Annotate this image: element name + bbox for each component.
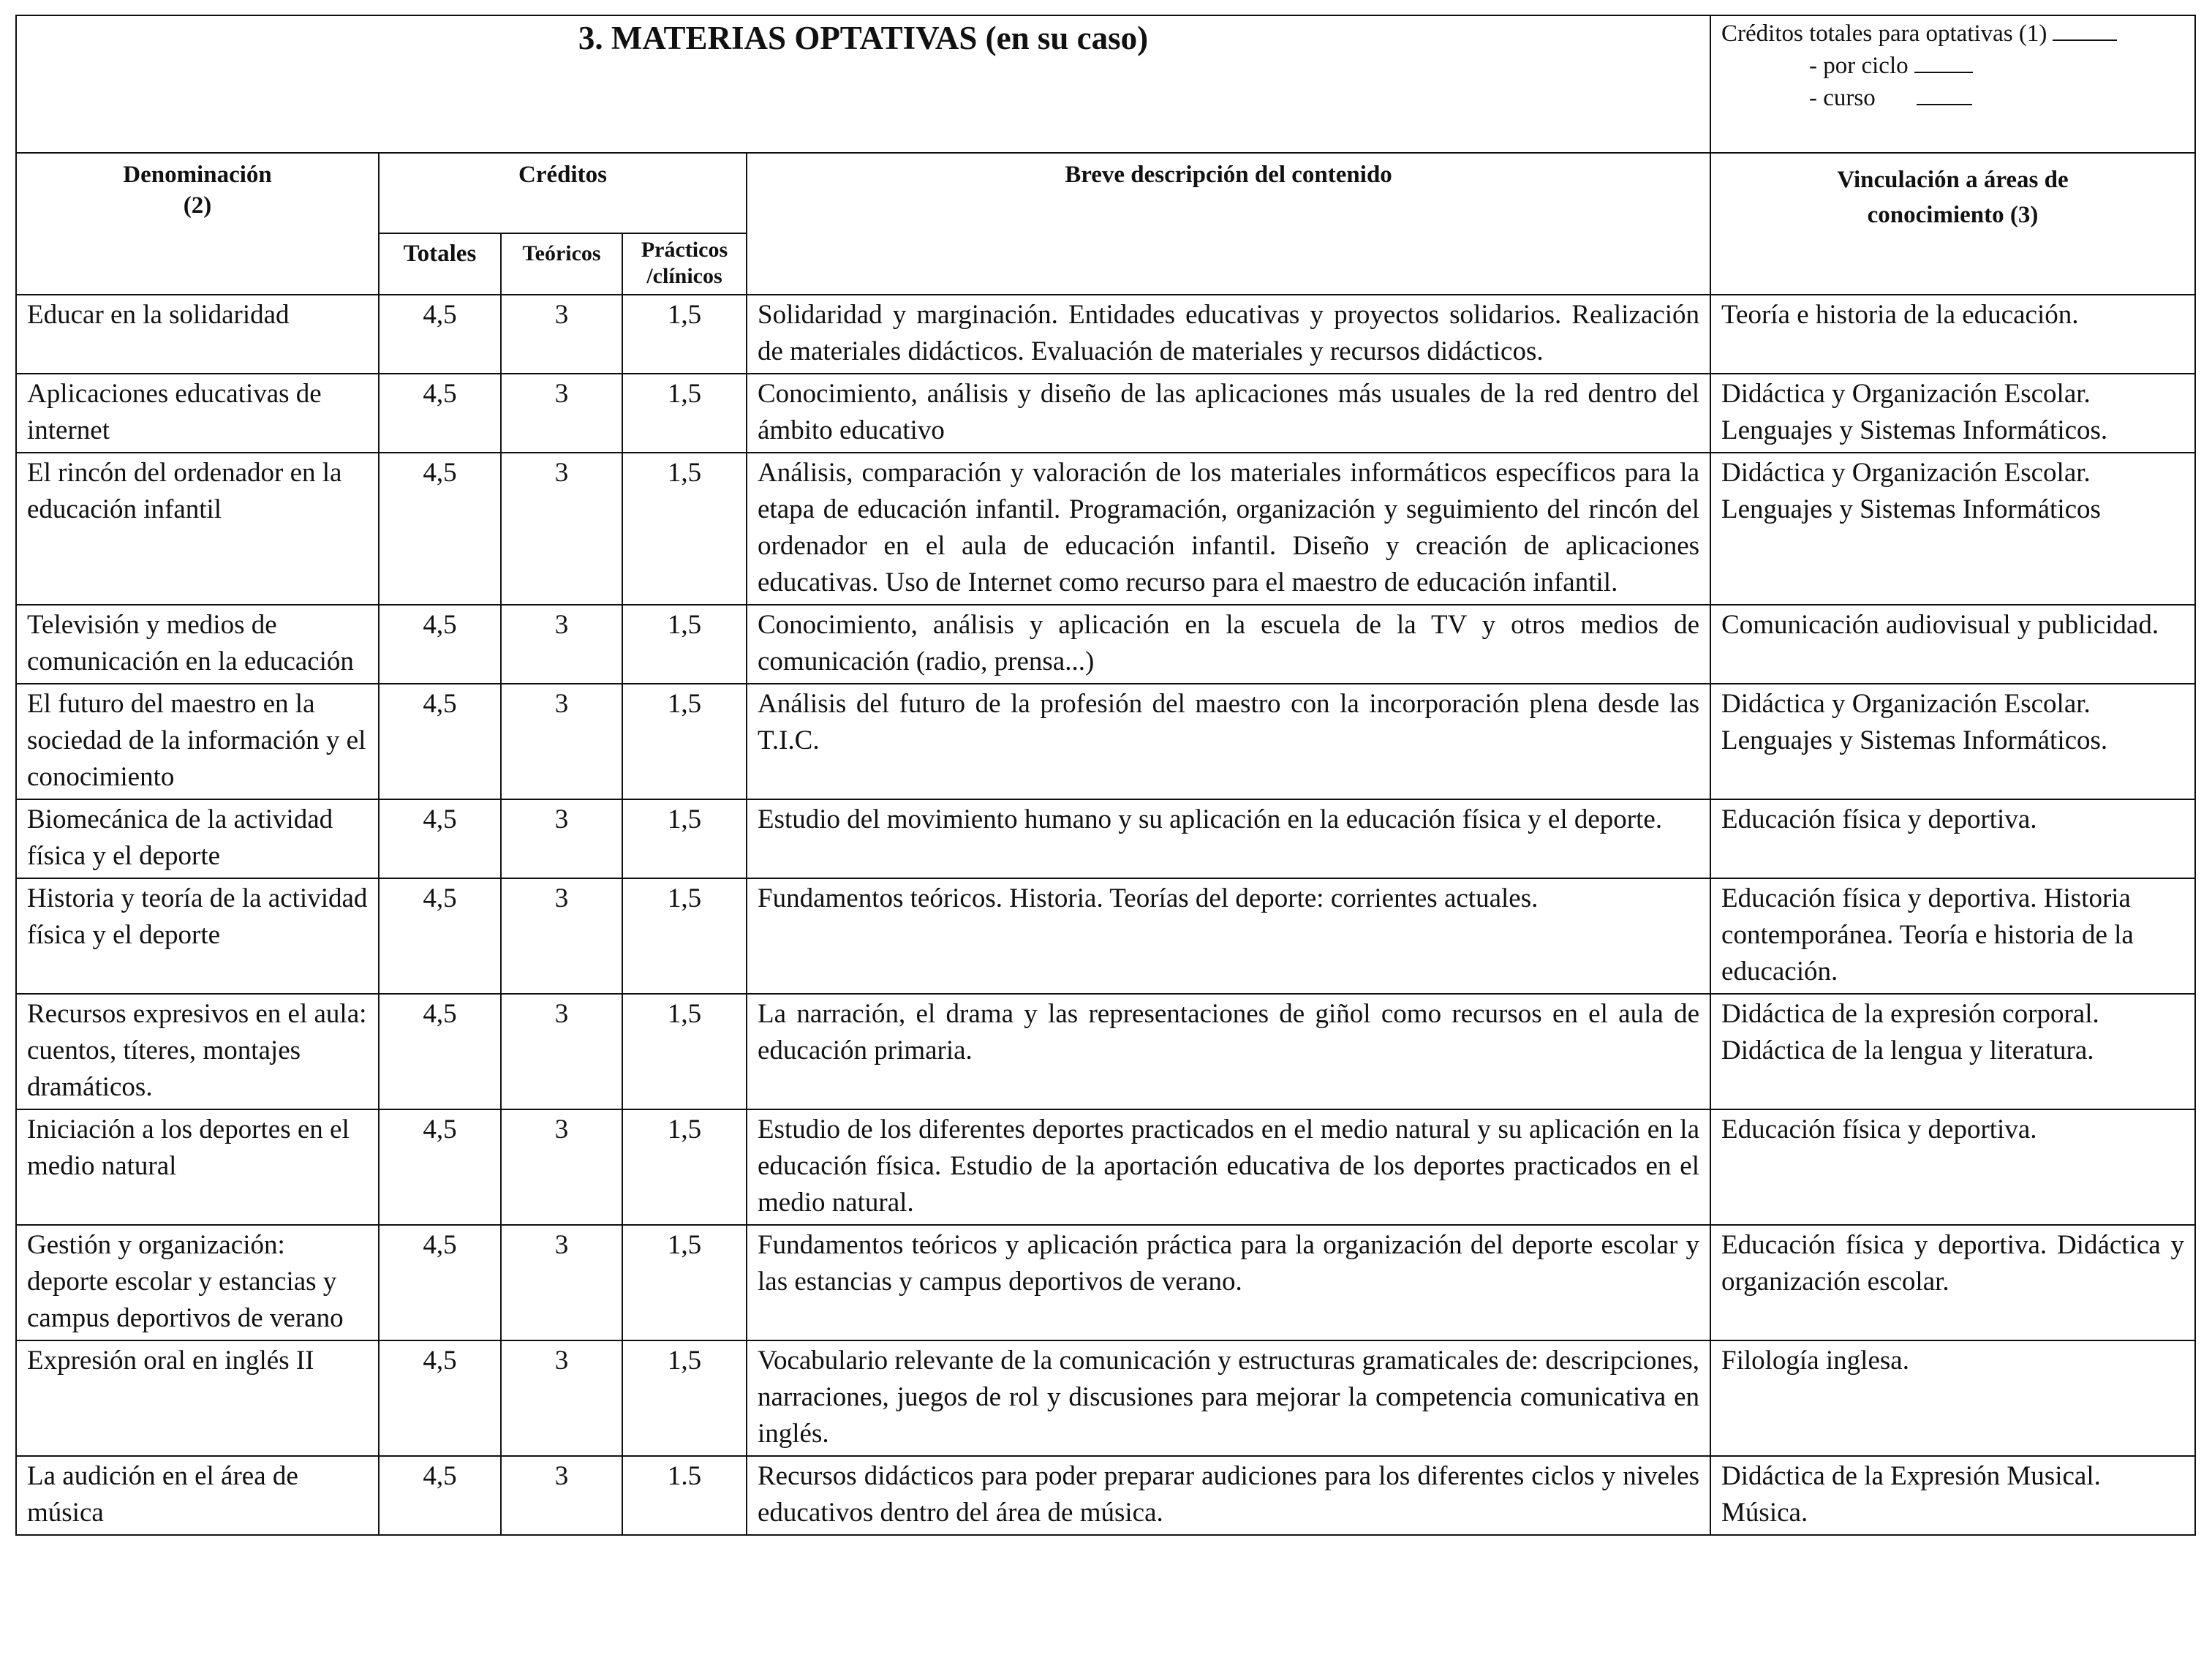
credits-totales-cell: 4,5 bbox=[379, 1109, 501, 1225]
credits-teoricos-cell: 3 bbox=[501, 878, 622, 994]
credits-totales-cell: 4,5 bbox=[379, 1340, 501, 1456]
credits-teoricos-cell: 3 bbox=[501, 1340, 622, 1456]
description-cell: Solidaridad y marginación. Entidades educativas y proyectos solidarios. Realización de materiales didácticos. Evaluación de materiales y recursos didácticos. bbox=[747, 295, 1710, 374]
header-row-top bbox=[16, 153, 2195, 233]
credits-totales-cell: 4,5 bbox=[379, 374, 501, 453]
table-row bbox=[16, 374, 2195, 453]
credits-teoricos-cell: 3 bbox=[501, 1225, 622, 1340]
header-teoricos-label: Teóricos bbox=[522, 241, 601, 265]
subject-name-cell: Televisión y medios de comunicación en la educación bbox=[16, 605, 379, 684]
table-row bbox=[16, 295, 2195, 374]
credits-totales-cell: 4,5 bbox=[379, 1225, 501, 1340]
credits-teoricos-cell: 3 bbox=[501, 1456, 622, 1535]
description-cell: Conocimiento, análisis y diseño de las aplicaciones más usuales de la red dentro del ámbito educativo bbox=[747, 374, 1710, 453]
header-denominacion-note: (2) bbox=[183, 192, 212, 219]
credits-per-cycle-blank bbox=[1914, 53, 1973, 73]
description-cell: Recursos didácticos para poder preparar audiciones para los diferentes ciclos y niveles educativos dentro del área de música. bbox=[747, 1456, 1710, 1535]
header-descripcion-label: Breve descripción del contenido bbox=[1065, 162, 1392, 188]
subjects-body bbox=[16, 295, 2195, 1535]
credits-teoricos-cell: 3 bbox=[501, 453, 622, 605]
subject-name-cell: La audición en el área de música bbox=[16, 1456, 379, 1535]
credits-practicos-cell: 1,5 bbox=[622, 374, 747, 453]
credits-total-line bbox=[1721, 18, 2187, 50]
table-row bbox=[16, 1456, 2195, 1535]
table-row bbox=[16, 605, 2195, 684]
optional-subjects-table bbox=[15, 15, 2196, 1536]
table-row bbox=[16, 684, 2195, 799]
subject-name-cell: Expresión oral en inglés II bbox=[16, 1340, 379, 1456]
credits-total-label: Créditos totales para optativas (1) bbox=[1721, 20, 2047, 47]
description-cell: Fundamentos teóricos y aplicación práctica para la organización del deporte escolar y las estancias y campus deportivos de verano. bbox=[747, 1225, 1710, 1340]
knowledge-area-cell: Educación física y deportiva. bbox=[1710, 799, 2195, 878]
title-cell bbox=[16, 15, 1710, 153]
credits-practicos-cell: 1.5 bbox=[622, 1456, 747, 1535]
credits-practicos-cell: 1,5 bbox=[622, 605, 747, 684]
credits-practicos-cell: 1,5 bbox=[622, 684, 747, 799]
knowledge-area-cell: Didáctica y Organización Escolar. Lenguajes y Sistemas Informáticos. bbox=[1710, 684, 2195, 799]
header-vinculacion-label-1: Vinculación a áreas de bbox=[1837, 167, 2069, 193]
page-title: 3. MATERIAS OPTATIVAS (en su caso) bbox=[578, 20, 1149, 56]
table-row bbox=[16, 1340, 2195, 1456]
table-row bbox=[16, 453, 2195, 605]
knowledge-area-cell: Educación física y deportiva. Historia contemporánea. Teoría e historia de la educación. bbox=[1710, 878, 2195, 994]
table-row bbox=[16, 1109, 2195, 1225]
credits-per-course-blank bbox=[1917, 85, 1972, 105]
header-totales bbox=[379, 233, 501, 295]
subject-name-cell: Gestión y organización: deporte escolar y estancias y campus deportivos de verano bbox=[16, 1225, 379, 1340]
knowledge-area-cell: Didáctica y Organización Escolar. Lenguajes y Sistemas Informáticos bbox=[1710, 453, 2195, 605]
knowledge-area-cell: Comunicación audiovisual y publicidad. bbox=[1710, 605, 2195, 684]
subject-name-cell: El futuro del maestro en la sociedad de la información y el conocimiento bbox=[16, 684, 379, 799]
knowledge-area-cell: Educación física y deportiva. bbox=[1710, 1109, 2195, 1225]
subject-name-cell: Historia y teoría de la actividad física y el deporte bbox=[16, 878, 379, 994]
subject-name-cell: Aplicaciones educativas de internet bbox=[16, 374, 379, 453]
subject-name-cell: El rincón del ordenador en la educación infantil bbox=[16, 453, 379, 605]
description-cell: Conocimiento, análisis y aplicación en la escuela de la TV y otros medios de comunicación (radio, prensa...) bbox=[747, 605, 1710, 684]
document-page bbox=[15, 15, 2194, 1536]
knowledge-area-cell: Didáctica y Organización Escolar. Lenguajes y Sistemas Informáticos. bbox=[1710, 374, 2195, 453]
description-cell: Análisis del futuro de la profesión del maestro con la incorporación plena desde las T.I.C. bbox=[747, 684, 1710, 799]
title-row bbox=[16, 15, 2195, 153]
table-row bbox=[16, 994, 2195, 1109]
header-descripcion bbox=[747, 153, 1710, 295]
credits-teoricos-cell: 3 bbox=[501, 295, 622, 374]
credits-teoricos-cell: 3 bbox=[501, 374, 622, 453]
credits-teoricos-cell: 3 bbox=[501, 605, 622, 684]
header-practicos-label-1: Prácticos bbox=[641, 238, 728, 262]
credits-totales-cell: 4,5 bbox=[379, 684, 501, 799]
description-cell: La narración, el drama y las representaciones de giñol como recursos en el aula de educación primaria. bbox=[747, 994, 1710, 1109]
header-vinculacion bbox=[1710, 153, 2195, 295]
credits-practicos-cell: 1,5 bbox=[622, 453, 747, 605]
credits-totales-cell: 4,5 bbox=[379, 605, 501, 684]
credits-totales-cell: 4,5 bbox=[379, 878, 501, 994]
credits-practicos-cell: 1,5 bbox=[622, 1225, 747, 1340]
description-cell: Análisis, comparación y valoración de los materiales informáticos específicos para la etapa de educación infantil. Programación, organización y seguimiento del rincón del ordenador en el aula de educación infantil. Diseño y creación de aplicaciones educativas. Uso de Internet como recurso para el maestro de educación infantil. bbox=[747, 453, 1710, 605]
credits-per-cycle-line bbox=[1721, 50, 2187, 82]
description-cell: Fundamentos teóricos. Historia. Teorías del deporte: corrientes actuales. bbox=[747, 878, 1710, 994]
credits-totales-cell: 4,5 bbox=[379, 453, 501, 605]
credits-practicos-cell: 1,5 bbox=[622, 1340, 747, 1456]
credits-totales-cell: 4,5 bbox=[379, 295, 501, 374]
subject-name-cell: Recursos expresivos en el aula: cuentos, títeres, montajes dramáticos. bbox=[16, 994, 379, 1109]
subject-name-cell: Iniciación a los deportes en el medio natural bbox=[16, 1109, 379, 1225]
description-cell: Estudio de los diferentes deportes practicados en el medio natural y su aplicación en la educación física. Estudio de la aportación educativa de los deportes practicados en el medio natural. bbox=[747, 1109, 1710, 1225]
credits-total-blank bbox=[2053, 20, 2117, 41]
knowledge-area-cell: Teoría e historia de la educación. bbox=[1710, 295, 2195, 374]
credits-practicos-cell: 1,5 bbox=[622, 799, 747, 878]
header-teoricos bbox=[501, 233, 622, 295]
credits-teoricos-cell: 3 bbox=[501, 1109, 622, 1225]
table-row bbox=[16, 799, 2195, 878]
header-denominacion bbox=[16, 153, 379, 295]
credits-per-course-label: - curso bbox=[1809, 85, 1876, 111]
credits-practicos-cell: 1,5 bbox=[622, 878, 747, 994]
knowledge-area-cell: Filología inglesa. bbox=[1710, 1340, 2195, 1456]
credits-totales-cell: 4,5 bbox=[379, 1456, 501, 1535]
table-row bbox=[16, 878, 2195, 994]
description-cell: Estudio del movimiento humano y su aplicación en la educación física y el deporte. bbox=[747, 799, 1710, 878]
table-row bbox=[16, 1225, 2195, 1340]
credits-practicos-cell: 1,5 bbox=[622, 994, 747, 1109]
header-denominacion-label: Denominación bbox=[123, 162, 272, 188]
knowledge-area-cell: Didáctica de la expresión corporal. Didáctica de la lengua y literatura. bbox=[1710, 994, 2195, 1109]
credits-per-cycle-label: - por ciclo bbox=[1809, 53, 1909, 79]
knowledge-area-cell: Didáctica de la Expresión Musical. Música. bbox=[1710, 1456, 2195, 1535]
credits-per-course-line bbox=[1721, 82, 2187, 114]
credits-totales-cell: 4,5 bbox=[379, 799, 501, 878]
credits-summary-box bbox=[1710, 15, 2195, 153]
credits-practicos-cell: 1,5 bbox=[622, 295, 747, 374]
description-cell: Vocabulario relevante de la comunicación y estructuras gramaticales de: descripciones, narraciones, juegos de rol y discusiones para mejorar la competencia comunicativa en inglés. bbox=[747, 1340, 1710, 1456]
subject-name-cell: Biomecánica de la actividad física y el deporte bbox=[16, 799, 379, 878]
knowledge-area-cell: Educación física y deportiva. Didáctica y organización escolar. bbox=[1710, 1225, 2195, 1340]
header-practicos bbox=[622, 233, 747, 295]
credits-teoricos-cell: 3 bbox=[501, 684, 622, 799]
credits-teoricos-cell: 3 bbox=[501, 994, 622, 1109]
header-vinculacion-label-2: conocimiento (3) bbox=[1867, 202, 2039, 228]
credits-totales-cell: 4,5 bbox=[379, 994, 501, 1109]
header-totales-label: Totales bbox=[403, 241, 477, 267]
header-creditos bbox=[379, 153, 747, 233]
credits-practicos-cell: 1,5 bbox=[622, 1109, 747, 1225]
header-practicos-label-2: /clínicos bbox=[646, 264, 722, 288]
subject-name-cell: Educar en la solidaridad bbox=[16, 295, 379, 374]
header-creditos-label: Créditos bbox=[518, 162, 607, 188]
credits-teoricos-cell: 3 bbox=[501, 799, 622, 878]
